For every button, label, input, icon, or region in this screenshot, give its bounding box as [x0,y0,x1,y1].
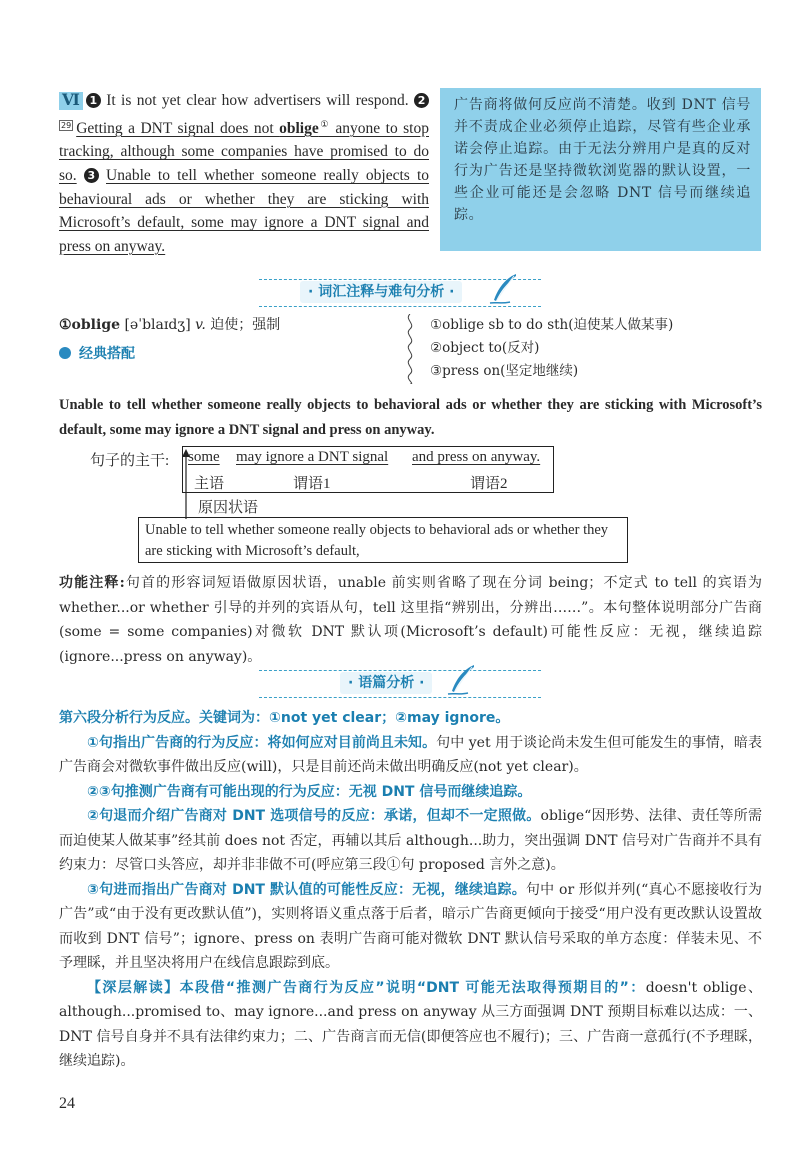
tag-predicate-2: 谓语2 [470,476,508,492]
tag-subject: 主语 [194,476,225,492]
discourse-intro: 第六段分析行为反应。关键词为：①not yet clear；②may ignore。 [59,710,510,726]
vocab-section-title: · 词汇注释与难句分析 · [300,281,462,303]
trunk-label: 句子的主干: [90,453,170,469]
collocation-list [430,314,673,383]
translation-box: 广告商将做何反应尚不清楚。收到 DNT 信号并不责成企业必须停止追踪，尽管有些企业承诺会停止追踪。由于无法分辨用户是真的反对行为广告还是坚持微软浏览器的默认设置，一些企业可能还是会忽略 DNT 信号而继续追踪。 [440,88,761,251]
difficult-sentence: Unable to tell whether someone really objects to behavioral ads or whether they are sticking with Microsoft’s default, some may ignore a DNT signal and press on anyway. [59,397,762,438]
sentence-2: Getting a DNT signal does not oblige① anyone to stop tracking, although some companies have promised to do so. [59,118,429,184]
trunk-predicate-1: may ignore a DNT signal [236,449,389,465]
collocation-item: ②object to(反对) [430,340,540,356]
page-number: 24 [59,1095,75,1112]
sentence-number-2: 2 [414,93,429,108]
tag-predicate-1: 谓语1 [293,476,331,492]
function-text: 句首的形容词短语做原因状语，unable 前实则省略了现在分词 being；不定式 to tell 的宾语为 whether...or whether 引导的并列的宾语从句，tell 这里指“辨别出，分辨出……”。本句整体说明部分广告商(some = some companies)对微软 DNT 默认项(Microsoft’s default)可能性反应：无视，继续追踪(ignore...press on anyway)。 [59,575,763,665]
analysis-point-1: ①句指出广告商的行为反应：将如何应对目前尚且未知。句中 yet 用于谈论尚未发生但可能发生的事情，暗表广告商会对微软事件做出反应(will)，只是目前还尚未做出明确反应(not yet clear)。 [59,734,762,775]
collocation-item: ③press on(坚定地继续) [430,363,579,379]
vocab-word: ①oblige [59,317,121,333]
analysis-point-3: ②句退而介绍广告商对 DNT 选项信号的反应：承诺，但却不一定照做。oblige“因形势、法律、责任等所需而迫使某人做某事”经其前 does not 否定，再辅以其后 although...助力，突出强调 DNT 信号对广告商并不具有约束力：尽管口头答应，却并非非做不可(呼应第三段①句 proposed 言外之意)。 [59,808,763,873]
vocab-phonetic: [əˈblaɪdʒ] [124,317,191,333]
sentence-3: Unable to tell whether someone really objects to behavioural ads or whether they are sticking with Microsoft’s default, some may ignore a DNT signal and press on anyway. [59,166,430,255]
deep-reading: 【深层解读】本段借“推测广告商行为反应”说明“DNT 可能无法取得预期目的”：doesn't oblige、although...promised to、may ignore...and press on anyway 从三方面强调 DNT 预期目标难以达成：一、DNT 信号自身并不具有法律约束力；二、广告商言而无信(即便答应也不履行)；三、广告商一意孤行(不予理睬，继续追踪)。 [59,979,762,1069]
vocab-entry [59,315,280,335]
keyword-oblige: oblige [279,119,319,137]
sentence-number-1: 1 [86,93,101,108]
analysis-point-2: ②③句推测广告商有可能出现的行为反应：无视 DNT 信号而继续追踪。 [87,783,532,800]
trunk-subject: some [188,449,220,465]
function-label: 功能注释: [59,575,125,591]
collocation-item: ①oblige sb to do sth(迫使某人做某事) [430,317,674,333]
divider-wave [402,314,418,384]
arrow-up-icon [180,447,192,522]
adverbial-box: Unable to tell whether someone really objects to behavioral ads or whether they are sticking with Microsoft’s default, [138,517,628,563]
vocab-pos: v. [195,317,206,333]
trunk-predicate-2: and press on anyway. [412,449,541,465]
paragraph-number: Ⅵ [59,92,83,110]
sentence-number-3: 3 [84,168,99,183]
tag-adverbial: 原因状语 [198,500,259,516]
exam-mark: 29 [61,120,72,130]
collocation-title: 经典搭配 [59,343,135,363]
quill-icon [488,272,520,306]
bullet-dot-icon [59,347,71,359]
analysis-point-4: ③句进而指出广告商对 DNT 默认值的可能性反应：无视，继续追踪。句中 or 形似并列(“真心不愿接收行为广告”或“由于没有更改默认值”)，实则将语义重点落于后者，暗示广告商更倾向于接受“用户没有更改默认设置故而收到 DNT 信号”；ignore、press on 表明广告商可能对微软 DNT 默认信号采取的单方态度：佯装未见、不予理睬，并且坚决将用户在线信息跟踪到底。 [59,881,762,971]
function-notes [59,571,762,669]
discourse-section-title: · 语篇分析 · [340,672,432,694]
discourse-analysis [59,706,762,1074]
quill-icon [446,663,478,697]
english-passage [59,89,429,258]
sentence-1: It is not yet clear how advertisers will respond. [106,92,409,109]
footnote-mark: ① [318,118,330,129]
vocab-meaning: 迫使；强制 [210,317,281,333]
